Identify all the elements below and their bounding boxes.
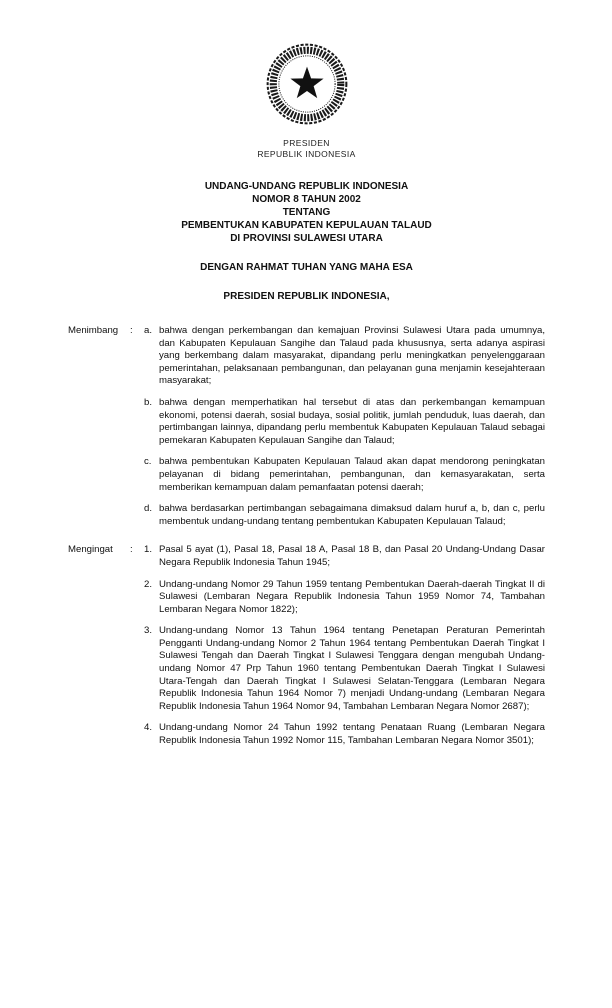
item-marker: b. [144,396,153,408]
item-text: Undang-undang Nomor 29 Tahun 1959 tentang Pembentukan Daerah-daerah Tingkat II di Sulawesi (Lembaran Negara Republik Indonesia Tahun 1959 Nomor 74, Tambahan Lembaran Negara Nomor 1822); [159,578,545,615]
list-item [144,397,545,447]
document-title [68,180,545,245]
title-line-4: PEMBENTUKAN KABUPATEN KEPULAUAN TALAUD [181,220,432,231]
item-marker: a. [144,325,153,336]
item-text: Pasal 5 ayat (1), Pasal 18, Pasal 18 A, Pasal 18 B, dan Pasal 20 Undang-Undang Dasar Negara Republik Indonesia Tahun 1945; [159,544,545,568]
section-items [144,544,545,747]
item-marker: d. [144,503,153,515]
star-icon [290,67,323,98]
section-label: Mengingat [68,544,113,556]
section-colon: : [130,544,133,556]
list-item [144,544,545,569]
title-line-5: DI PROVINSI SULAWESI UTARA [230,233,383,244]
section-colon: : [130,325,133,336]
document-body [68,325,545,748]
item-text: bahwa pembentukan Kabupaten Kepulauan Talaud akan dapat mendorong peningkatan pelayanan di bidang pemerintahan, pembangunan, dan kemasyarakatan, serta memberikan kemampuan dalam pemanfaatan potensi daerah; [159,456,545,493]
section-menimbang [68,325,545,528]
issuer-line: PRESIDEN REPUBLIK INDONESIA, [223,291,390,302]
item-marker: 2. [144,578,153,590]
presidential-star-seal-icon [261,38,353,130]
item-marker: 1. [144,544,153,556]
item-text: bahwa berdasarkan pertimbangan sebagaimana dimaksud dalam huruf a, b, dan c, perlu membentuk undang-undang tentang pembentukan Kabupaten Kepulauan Talaud; [159,503,545,527]
item-text: Undang-undang Nomor 13 Tahun 1964 tentang Penetapan Peraturan Pemerintah Pengganti Undang-undang Nomor 2 Tahun 1964 tentang Pembentukan Daerah Tingkat I Sulawesi Tengah dan Daerah Tingkat I Sulawesi Tenggara dengan mengubah Undang-undang Nomor 47 Prp Tahun 1960 tentang Pembentukan Daerah Tingkat I Sulawesi Utara-Tengah dan Daerah Tingkat I Sulawesi Selatan-Tenggara (Lembaran Negara Republik Indonesia Tahun 1964 Nomor 7) menjadi Undang-undang (Lembaran Negara Republik Indonesia Tahun 1964 Nomor 94, Tambahan Lembaran Negara Nomor 2687); [159,625,545,712]
title-line-3: TENTANG [282,207,331,218]
section-items [144,325,545,528]
invocation-line: DENGAN RAHMAT TUHAN YANG MAHA ESA [200,262,413,273]
item-text: bahwa dengan perkembangan dan kemajuan Provinsi Sulawesi Utara pada umumnya, dan Kabupaten Kepulauan Sangihe dan Talaud pada khususnya, serta adanya aspirasi yang berkembang dalam masyarakat, dipandang perlu meningkatkan penyelenggaraan pemerintahan, pelaksanaan pembangunan, dan pelayanan guna menjamin kesejahteraan masyarakat; [159,325,545,387]
list-item [144,579,545,617]
list-item [144,456,545,494]
section-label: Menimbang [68,325,119,336]
list-item [144,503,545,528]
letterhead-line-republik: REPUBLIK INDONESIA [257,149,356,159]
list-item [144,625,545,713]
item-marker: 3. [144,625,153,637]
item-marker: 4. [144,722,153,734]
item-marker: c. [144,456,152,468]
item-text: Undang-undang Nomor 24 Tahun 1992 tentang Penataan Ruang (Lembaran Negara Republik Indonesia Tahun 1992 Nomor 115, Tambahan Lembaran Negara Nomor 3501); [159,722,545,747]
section-mengingat [68,544,545,747]
letterhead [68,38,545,160]
letterhead-line-presiden: PRESIDEN [283,138,330,148]
list-item [144,722,545,747]
title-line-2: NOMOR 8 TAHUN 2002 [252,194,361,205]
item-text: bahwa dengan memperhatikan hal tersebut di atas dan perkembangan kemampuan ekonomi, potensi daerah, sosial budaya, sosial politik, jumlah penduduk, luas daerah, dan pertimbangan lainnya, dipandang perlu membentuk Kabupaten Kepulauan Talaud sebagai pemekaran Kabupaten Kepulauan Sangihe dan Talaud; [159,396,545,446]
list-item [144,325,545,388]
title-line-1: UNDANG-UNDANG REPUBLIK INDONESIA [204,181,409,192]
